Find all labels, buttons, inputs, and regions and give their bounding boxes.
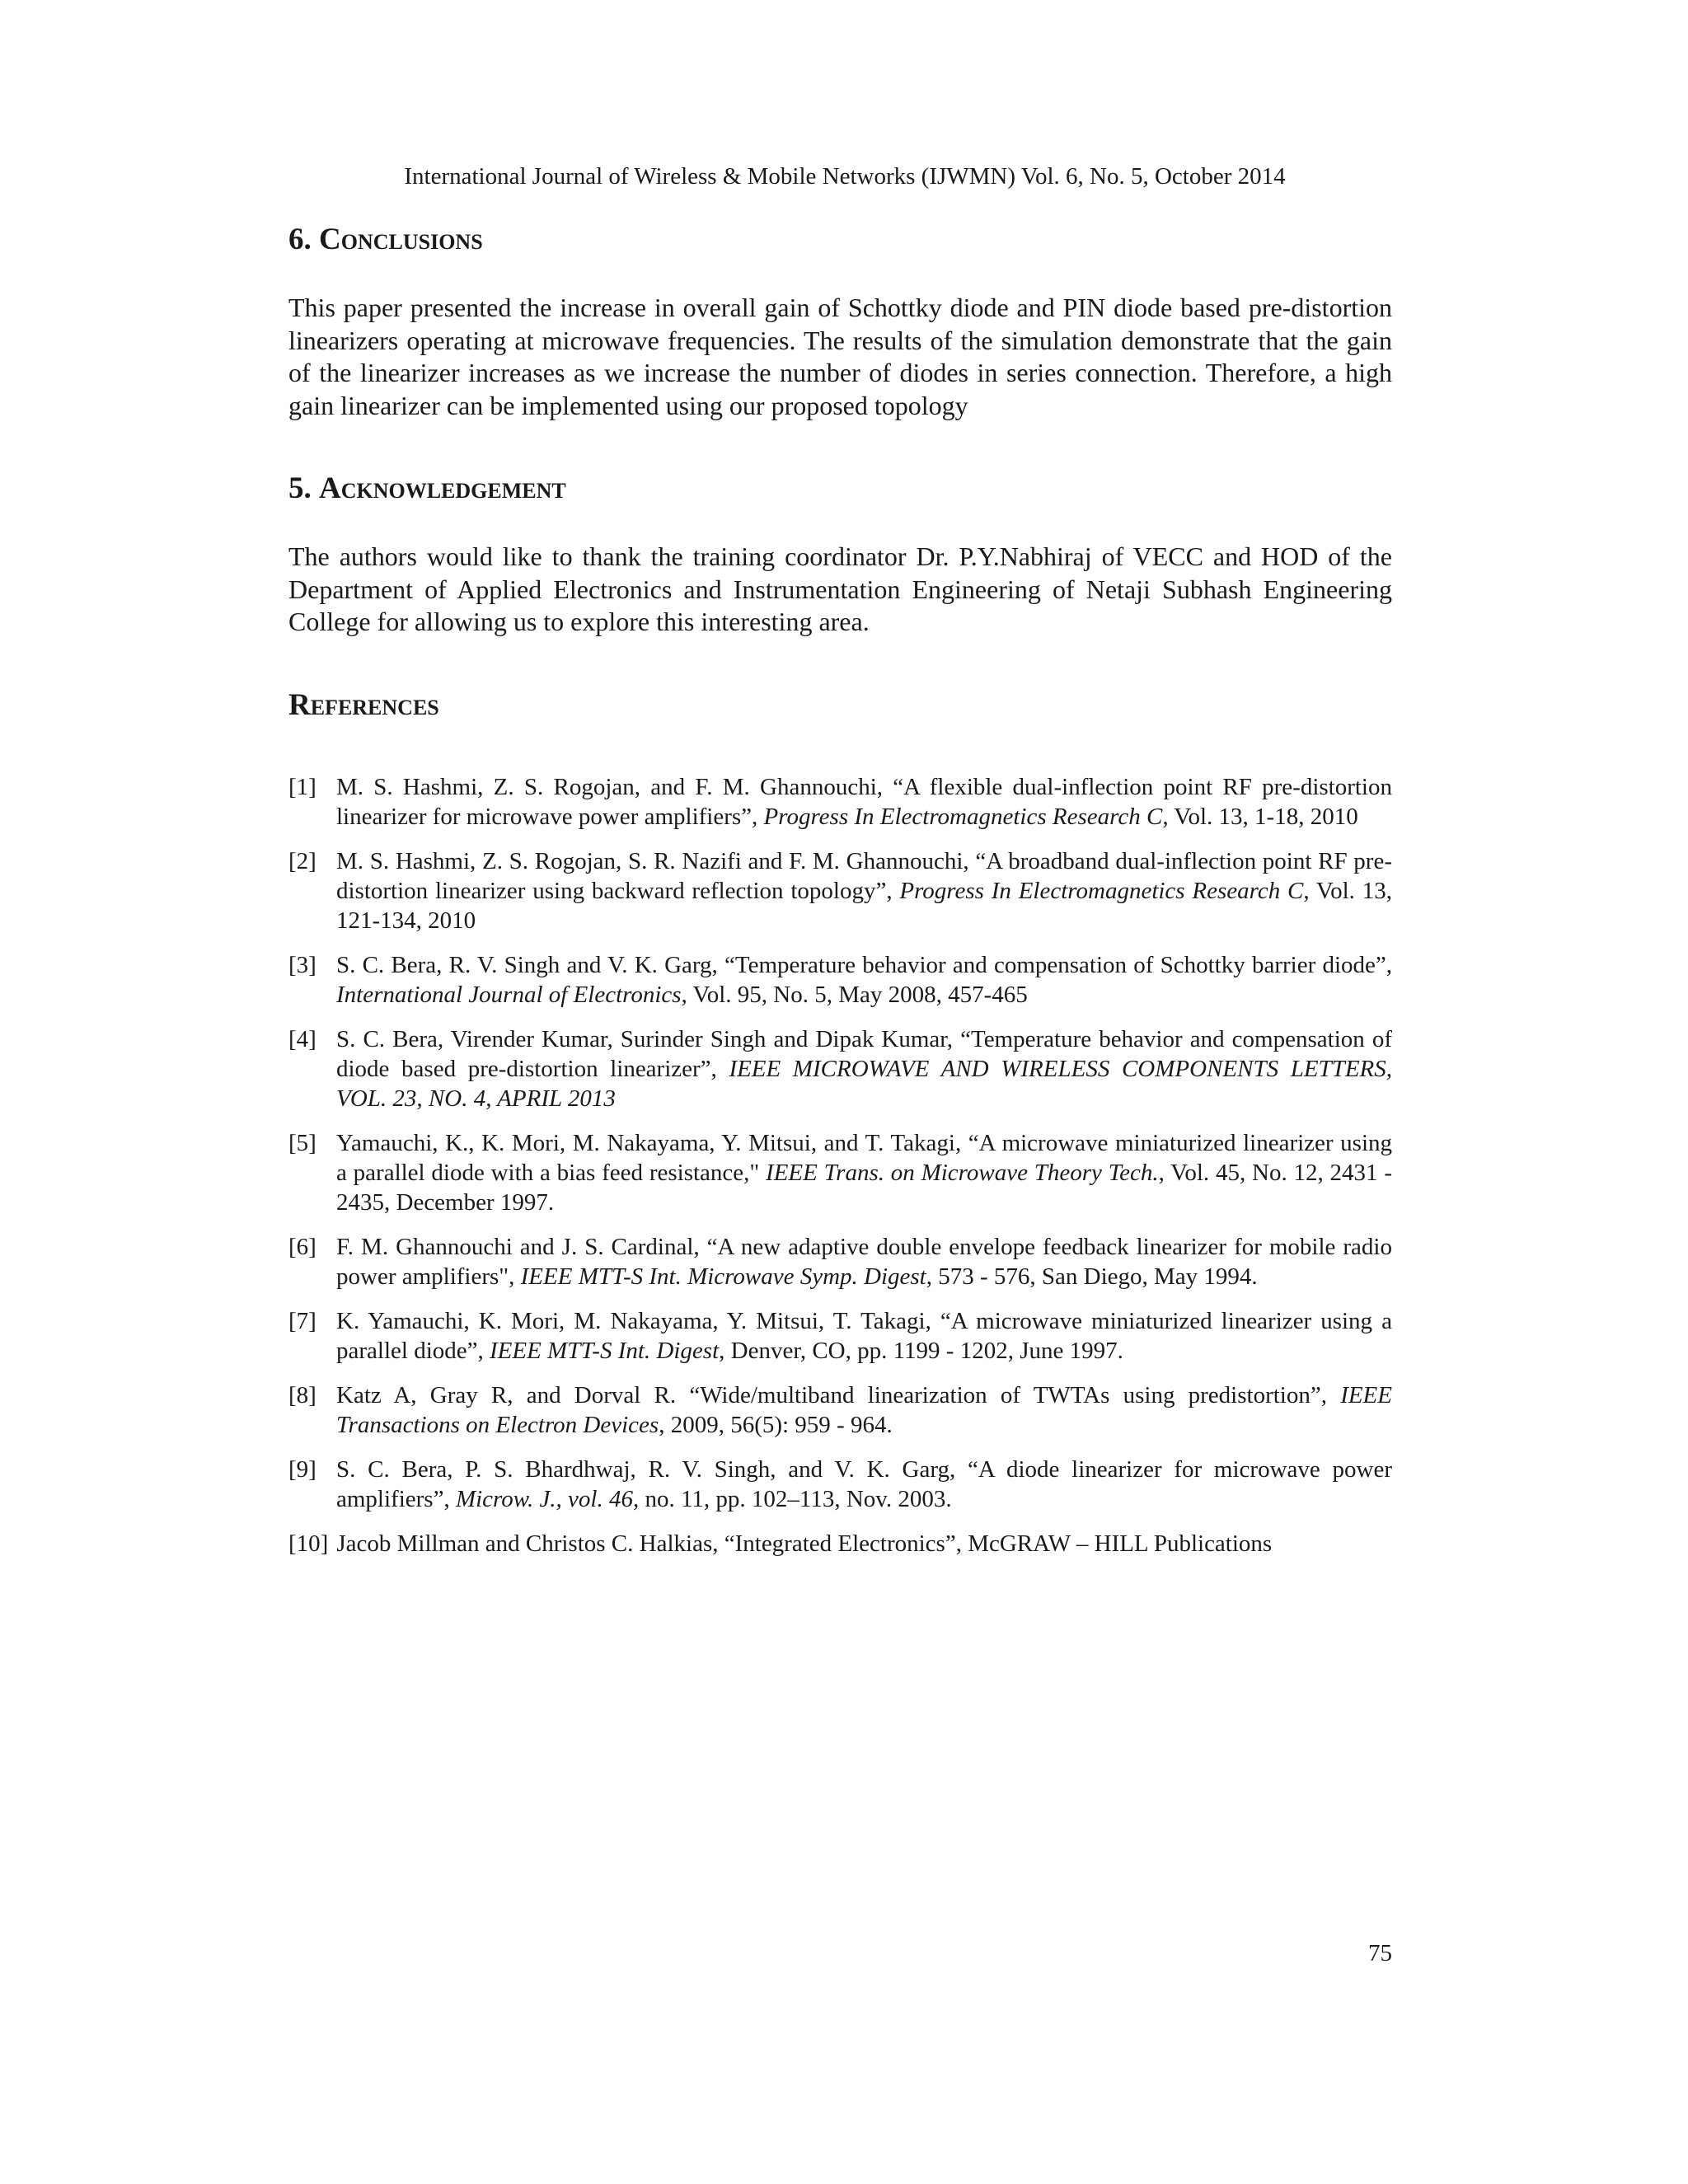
reference-text: M. S. Hashmi, Z. S. Rogojan, and F. M. Ghannouchi, “A flexible dual-inflection point RF pre-distortion linearizer for microwave power amplifiers”, (336, 773, 1392, 830)
reference-item (288, 1128, 1392, 1217)
reference-details: , Vol. 45, No. 12, 2431 - 2435, December 1997. (336, 1159, 1392, 1216)
conclusions-heading (288, 221, 1392, 259)
reference-number: [1] (288, 773, 316, 800)
reference-text: S. C. Bera, Virender Kumar, Surinder Singh and Dipak Kumar, “Temperature behavior and compensation of diode based pre-distortion linearizer”, (336, 1025, 1392, 1082)
reference-item (288, 950, 1392, 1010)
reference-venue: Microw. J., vol. 46 (455, 1485, 633, 1512)
reference-details: , no. 11, pp. 102–113, Nov. 2003. (633, 1485, 952, 1512)
conclusions-paragraph: This paper presented the increase in overall gain of Schottky diode and PIN diode based pre-distortion linearizers operating at microwave frequencies. The results of the simulation demonstrate that the gain of the linearizer increases as we increase the number of diodes in series connection. Therefore, a high gain linearizer can be implemented using our proposed topology (288, 293, 1392, 420)
acknowledgement-paragraph: The authors would like to thank the training coordinator Dr. P.Y.Nabhiraj of VECC and HOD of the Department of Applied Electronics and Instrumentation Engineering of Netaji Subhash Engineering College for allowing us to explore this interesting area. (288, 541, 1392, 636)
reference-venue: IEEE MTT-S Int. Digest (490, 1337, 720, 1364)
reference-item (288, 1529, 1392, 1558)
reference-venue: International Journal of Electronics, (336, 981, 687, 1008)
reference-venue: IEEE MTT-S Int. Microwave Symp. Digest (520, 1263, 926, 1290)
page-number: 75 (1368, 1940, 1392, 1966)
reference-text: F. M. Ghannouchi and J. S. Cardinal, “A new adaptive double envelope feedback linearizer for mobile radio power amplifiers", (336, 1233, 1392, 1290)
reference-item (288, 846, 1392, 935)
reference-details: Vol. 95, No. 5, May 2008, 457-465 (687, 981, 1028, 1008)
reference-text: Katz A, Gray R, and Dorval R. “Wide/multiband linearization of TWTAs using predistortion”, (336, 1381, 1341, 1408)
reference-number: [9] (288, 1455, 316, 1483)
reference-number: [2] (288, 847, 316, 874)
page-content (288, 221, 1392, 1573)
reference-item (288, 1232, 1392, 1291)
reference-details: , Vol. 13, 121-134, 2010 (336, 877, 1392, 934)
reference-number: [7] (288, 1307, 316, 1334)
reference-number: [3] (288, 951, 316, 978)
reference-venue: Progress In Electromagnetics Research C (899, 877, 1304, 904)
reference-number: [6] (288, 1233, 316, 1260)
acknowledgement-number: 5. (288, 471, 312, 505)
reference-number: [5] (288, 1129, 316, 1156)
references-heading (288, 687, 1392, 724)
reference-text: M. S. Hashmi, Z. S. Rogojan, S. R. Nazifi and F. M. Ghannouchi, “A broadband dual-inflection point RF pre-distortion linearizer using backward reflection topology”, (336, 847, 1392, 904)
reference-item (288, 1306, 1392, 1366)
reference-details: , Denver, CO, pp. 1199 - 1202, June 1997. (719, 1337, 1123, 1364)
reference-venue: IEEE Trans. on Microwave Theory Tech. (766, 1159, 1159, 1186)
reference-details: , Vol. 13, 1-18, 2010 (1162, 803, 1358, 830)
reference-details: , 2009, 56(5): 959 - 964. (659, 1411, 893, 1438)
reference-number: [8] (288, 1381, 316, 1408)
reference-item (288, 772, 1392, 832)
reference-list (288, 772, 1392, 1558)
reference-item (288, 1455, 1392, 1514)
reference-item (288, 1024, 1392, 1113)
conclusions-title: Conclusions (319, 223, 483, 256)
reference-details: , 573 - 576, San Diego, May 1994. (926, 1263, 1258, 1290)
reference-text: Yamauchi, K., K. Mori, M. Nakayama, Y. Mitsui, and T. Takagi, “A microwave miniaturized linearizer using a parallel diode with a bias feed resistance," (336, 1129, 1392, 1186)
acknowledgement-title: Acknowledgement (319, 471, 566, 505)
references-title: References (288, 687, 439, 722)
reference-text: S. C. Bera, R. V. Singh and V. K. Garg, “Temperature behavior and compensation of Schottky barrier diode”, (336, 951, 1392, 978)
running-header: International Journal of Wireless & Mobile Networks (IJWMN) Vol. 6, No. 5, October 2014 (404, 163, 1286, 190)
reference-venue: IEEE Transactions on Electron Devices (336, 1381, 1392, 1438)
reference-number: [10] (288, 1530, 329, 1557)
reference-venue: Progress In Electromagnetics Research C (763, 803, 1163, 830)
reference-text: K. Yamauchi, K. Mori, M. Nakayama, Y. Mitsui, T. Takagi, “A microwave miniaturized linearizer using a parallel diode”, (336, 1307, 1392, 1364)
reference-text: S. C. Bera, P. S. Bhardhwaj, R. V. Singh, and V. K. Garg, “A diode linearizer for microwave power amplifiers”, (336, 1455, 1392, 1512)
reference-item (288, 1380, 1392, 1440)
reference-text: Jacob Millman and Christos C. Halkias, “Integrated Electronics”, McGRAW – HILL Publications (336, 1530, 1273, 1557)
conclusions-number: 6. (288, 223, 312, 256)
reference-number: [4] (288, 1025, 316, 1052)
acknowledgement-heading (288, 470, 1392, 508)
reference-venue: IEEE MICROWAVE AND WIRELESS COMPONENTS LETTERS, VOL. 23, NO. 4, APRIL 2013 (336, 1055, 1392, 1112)
